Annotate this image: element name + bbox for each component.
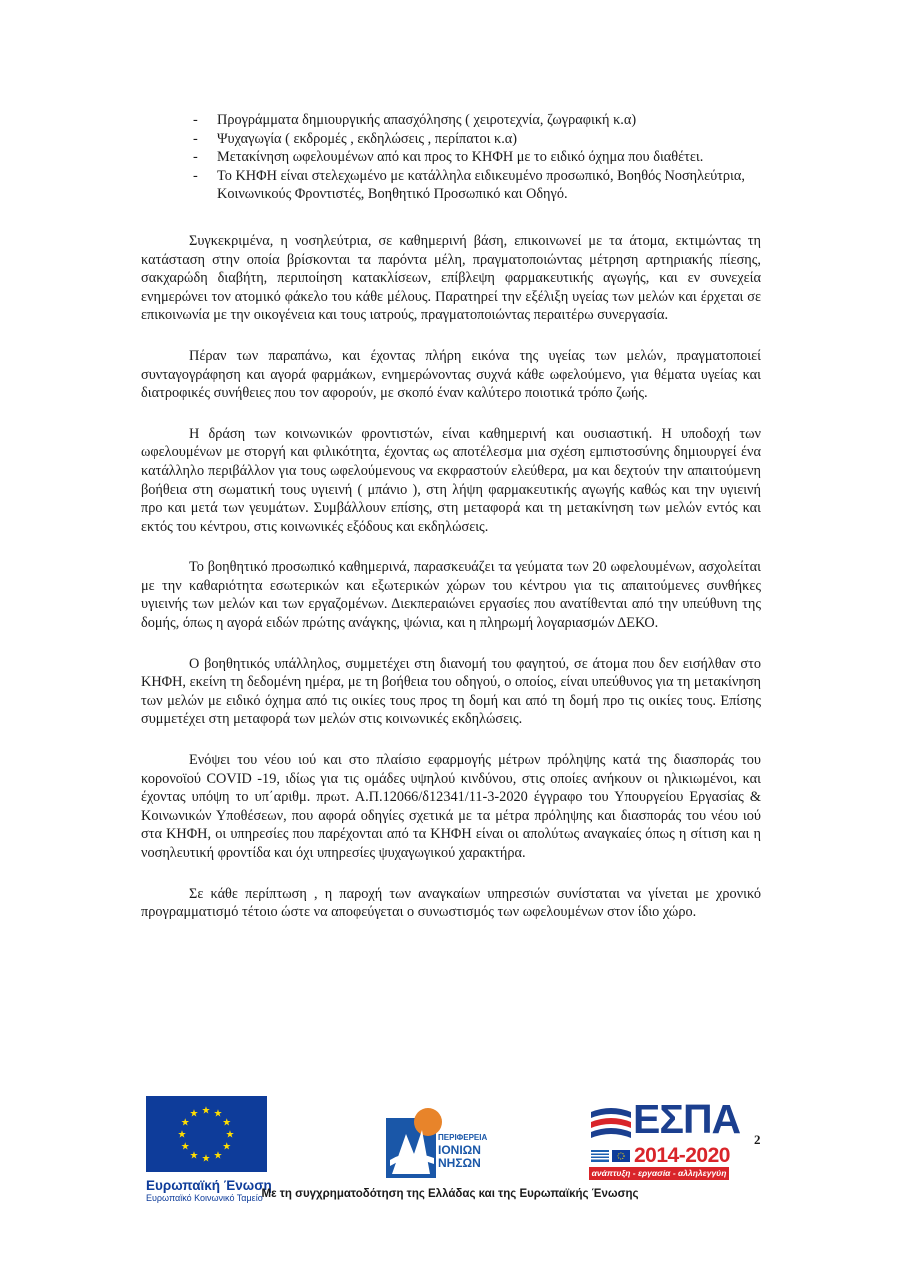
region-line2: ΙΟΝΙΩΝ xyxy=(438,1143,481,1157)
paragraph-caregivers: Η δράση των κοινωνικών φροντιστών, είναι καθημερινή και ουσιαστική. Η υποδοχή των ωφελουμένων με στοργή και φιλικότητα, έχοντας ως αποτέλεσμα μια σχέση εμπιστοσύνης δημιουργεί ένα κατάλληλο περιβάλλον για τους ωφελούμενους να εκφραστούν ελεύθερα, μα και δεχτούν την απαιτούμενη βοήθεια στη σωματική τους υγιεινή ( μπάνιο ), στη λήψη φαρμακευτικής αγωγής καθώς και την υγιεινή προ και μετά των γευμάτων. Συμβάλλουν επίσης, στη μεταφορά και τη μετακίνηση των μελών εντός και εκτός του κέντρου, στις κοινωνικές εξόδους και εκδηλώσεις. xyxy=(141,425,761,535)
espa-years: 2014-2020 xyxy=(634,1144,730,1167)
page-footer xyxy=(0,1092,900,1272)
eu-star-icon: ★ xyxy=(201,1153,211,1165)
paragraph-assistant-employee: Ο βοηθητικός υπάλληλος, συμμετέχει στη διανομή του φαγητού, σε άτομα που δεν εισήλθαν στο ΚΗΦΗ, εκείνη τη δεδομένη ημέρα, με τη βοήθεια του οδηγού, ο οποίος, είναι υπεύθυνος για τη μετακίνηση των μελών με ειδικό όχημα από τις οικίες τους προς τη δομή και από τη δομή προ τις οικίες τους. Επίσης συμμετέχει στη μεταφορά των μελών στις κοινωνικές εκδηλώσεις. xyxy=(141,655,761,728)
list-item: - Προγράμματα δημιουργικής απασχόλησης ( χειροτεχνία, ζωγραφική κ.α) xyxy=(193,112,637,128)
cofunding-note: Με τη συγχρηματοδότηση της Ελλάδας και της Ευρωπαϊκής Ένωσης xyxy=(261,1188,639,1200)
eu-star-icon: ★ xyxy=(180,1141,190,1153)
eu-star-icon: ★ xyxy=(189,1150,199,1162)
list-item: - Το ΚΗΦΗ είναι στελεχωμένο με κατάλληλα ειδικευμένο προσωπικό, Βοηθός Νοσηλεύτρια, Κοινωνικούς Φροντιστές, Βοηθητικό Προσωπικό και Οδηγό. xyxy=(193,167,745,203)
list-item-text: Το ΚΗΦΗ είναι στελεχωμένο με κατάλληλα ειδικευμένο προσωπικό, Βοηθός Νοσηλεύτρια, Κοινωνικούς Φροντιστές, Βοηθητικό Προσωπικό και Οδηγό. xyxy=(217,167,745,203)
region-line1: ΠΕΡΙΦΕΡΕΙΑ xyxy=(438,1133,488,1142)
page-number: 2 xyxy=(754,1132,761,1147)
list-item-text: Ψυχαγωγία ( εκδρομές , εκδηλώσεις , περίπατοι κ.α) xyxy=(217,130,518,147)
list-item-text: Προγράμματα δημιουργικής απασχόλησης ( χειροτεχνία, ζωγραφική κ.α) xyxy=(217,112,637,128)
eu-star-icon: ★ xyxy=(180,1117,190,1129)
paragraph-nurse: Συγκεκριμένα, η νοσηλεύτρια, σε καθημερινή βάση, επικοινωνεί με τα άτομα, εκτιμώντας τη κατάσταση στην οποία βρίσκονται τα παρόντα μέλη, πραγματοποιώντας μέτρηση αρτηριακής πίεσης, σακχαρώδη διαβήτη, περιποίηση κατακλίσεων, επίβλεψη φαρμακευτικής αγωγής, και εν συνεχεία ενημερώνει τον ατομικό φάκελο του κάθε μέλους. Παρατηρεί την εξέλιξη υγείας των μελών και έρχεται σε επικοινωνία με την οικογένεια και τους ιατρούς, πραγματοποιώντας περαιτέρω συνεργασία. xyxy=(141,232,761,324)
ionian-islands-logo-icon xyxy=(384,1104,494,1180)
list-item-text: Μετακίνηση ωφελουμένων από και προς το ΚΗΦΗ με το ειδικό όχημα που διαθέτει. xyxy=(217,149,704,166)
paragraph-auxiliary-staff: Το βοηθητικό προσωπικό καθημερινά, παρασκευάζει τα γεύματα των 20 ωφελουμένων, ασχολείται με την καθαριότητα εσωτερικών και εξωτερικών χώρων του κέντρου για τις απαιτούμενες συνθήκες υγιεινής των μελών και των εργαζομένων. Διεκπεραιώνει εργασίες που ανατίθενται από την υπεύθυνη της δομής, όπως η αγορά ειδών πρώτης ανάγκης, ψώνια, και η πληρωμή λογαριασμών ΔΕΚΟ. xyxy=(141,559,761,632)
greek-flag-icon xyxy=(591,1150,631,1164)
eu-star-icon: ★ xyxy=(213,1150,223,1162)
service-list xyxy=(141,111,761,204)
eu-star-icon: ★ xyxy=(225,1129,235,1141)
eu-flag-icon xyxy=(146,1096,267,1172)
paragraph-covid: Ενόψει του νέου ιού και στο πλαίσιο εφαρμογής μέτρων πρόληψης κατά της διασποράς του κορονοϊού COVID -19, ιδίως για τις ομάδες υψηλού κινδύνου, στις οποίες ανήκουν οι ηλικιωμένοι, και έχοντας υπόψη το υπ΄αριθμ. πρωτ. Α.Π.12066/δ12341/11-3-2020 έγγραφο του Υπουργείου Εργασίας & Κοινωνικών Υποθέσεων, που αφορά οδηγίες σχετικά με τα μέτρα πρόληψης και διασποράς του νέου ιού στα ΚΗΦΗ, οι υπηρεσίες που παρέχονται από τα ΚΗΦΗ είναι οι απολύτως αναγκαίες όπως η σίτιση και η νοσηλευτική φροντίδα και όχι υπηρεσίες ψυχαγωγικού χαρακτήρα. xyxy=(141,752,761,861)
espa-title: ΕΣΠΑ xyxy=(633,1096,741,1142)
eu-star-icon: ★ xyxy=(213,1108,223,1120)
region-line3: ΝΗΣΩΝ xyxy=(438,1156,481,1170)
eu-logo xyxy=(146,1096,272,1203)
espa-motto: ανάπτυξη - εργασία - αλληλεγγύη xyxy=(589,1167,729,1180)
eu-star-icon: ★ xyxy=(189,1108,199,1120)
paragraph-prescriptions: Πέραν των παραπάνω, και έχοντας πλήρη εικόνα της υγείας των μελών, πραγματοποιεί συνταγογράφηση και αγορά φαρμάκων, ενημερώνοντας συχνά κάθε ωφελούμενο, για θέματα υγείας και διατροφικές συνήθειες που τον αφορούν, με σκοπό έναν καλύτερο ποιοτικά τρόπο ζωής. xyxy=(141,347,761,402)
list-item: - Ψυχαγωγία ( εκδρομές , εκδηλώσεις , περίπατοι κ.α) xyxy=(193,130,518,147)
list-item: - Μετακίνηση ωφελουμένων από και προς το ΚΗΦΗ με το ειδικό όχημα που διαθέτει. xyxy=(193,149,704,166)
eu-star-icon: ★ xyxy=(222,1117,232,1129)
document-body xyxy=(141,111,761,922)
eu-name: Ευρωπαϊκή Ένωση xyxy=(146,1178,272,1193)
paragraph-scheduling: Σε κάθε περίπτωση , η παροχή των αναγκαίων υπηρεσιών συνίσταται να γίνεται με χρονικό προγραμματισμό τέτοιο ώστε να αποφεύγεται ο συνωστισμός των ωφελουμένων στον ίδιο χώρο. xyxy=(141,885,761,921)
eu-fund-name: Ευρωπαϊκό Κοινωνικό Ταμείο xyxy=(146,1193,263,1203)
eu-star-icon: ★ xyxy=(201,1105,211,1117)
eu-star-icon: ★ xyxy=(177,1129,187,1141)
eu-star-icon: ★ xyxy=(222,1141,232,1153)
